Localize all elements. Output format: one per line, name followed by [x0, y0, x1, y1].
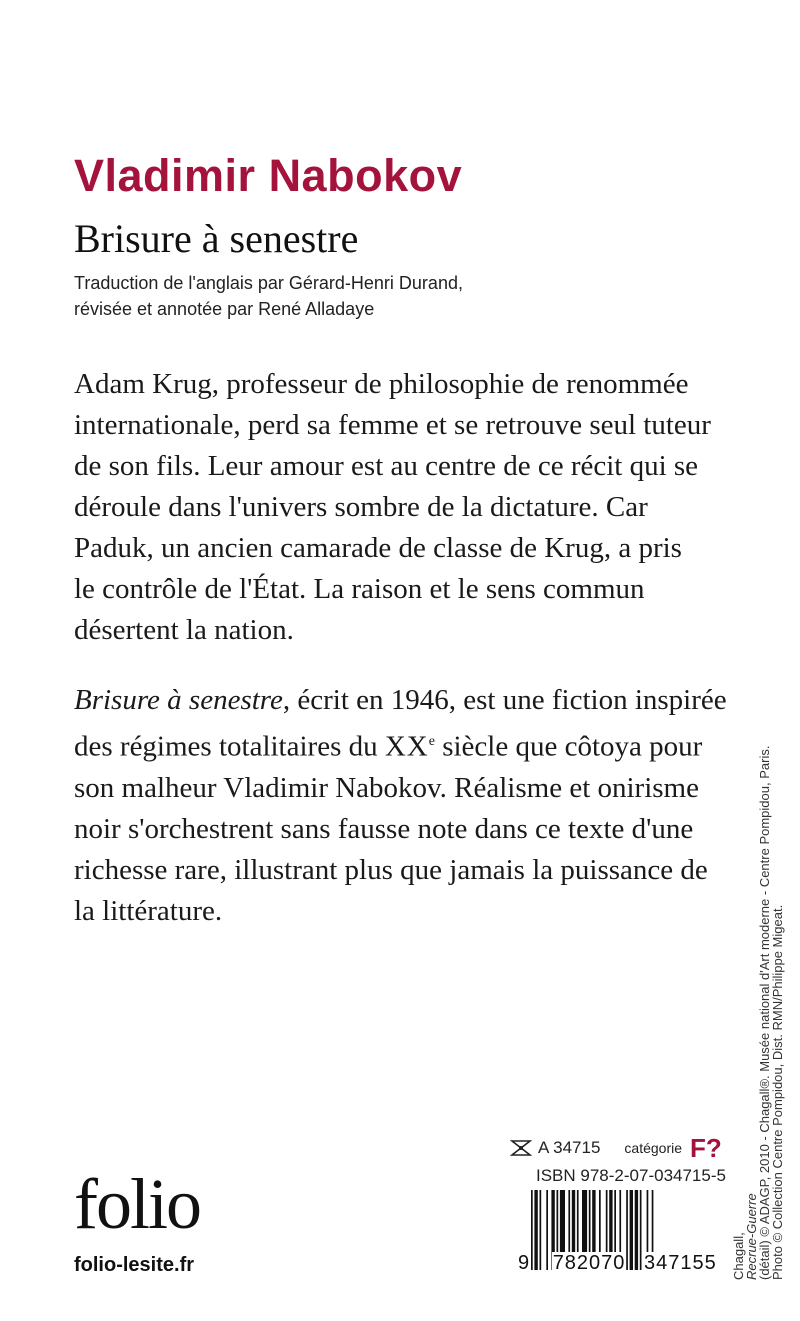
synopsis-text: des régimes totalitaires du: [74, 730, 385, 763]
catalog-code: A 34715: [538, 1138, 601, 1157]
translation-credits: [74, 270, 463, 322]
folio-logo: folio: [74, 1164, 200, 1244]
barcode-digits: [517, 1252, 718, 1275]
image-credits: [732, 746, 784, 1280]
barcode-digit-group: 9: [518, 1252, 531, 1274]
synopsis-line: de son fils. Leur amour est au centre de ce récit qui se: [74, 450, 699, 482]
synopsis-line: déroule dans l'univers sombre de la dictature. Car: [74, 491, 648, 523]
synopsis-line: la littérature.: [74, 894, 223, 927]
barcode-digit-group: 782070: [552, 1252, 626, 1274]
synopsis-line: désertent la nation.: [74, 614, 294, 646]
image-credit-text: (détail) © ADAGP, 2010 - Chagall®. Musée national d'Art moderne - Centre Pompidou, Paris.: [757, 745, 772, 1280]
translation-credit-line: révisée et annotée par René Alladaye: [74, 299, 375, 319]
category-value: F?: [690, 1132, 722, 1163]
catalog-row: [510, 1132, 722, 1163]
code-symbol-icon: [510, 1139, 532, 1157]
synopsis-line: internationale, perd sa femme et se retrouve seul tuteur: [74, 409, 711, 441]
translation-credit-line: Traduction de l'anglais par Gérard-Henri Durand,: [74, 273, 463, 293]
synopsis-paragraph-2: [74, 680, 727, 932]
artwork-title: Recrue-Guerre: [744, 1193, 759, 1280]
synopsis-text: siècle que côtoya pour: [434, 730, 703, 763]
synopsis-line: le contrôle de l'État. La raison et le sens commun: [74, 573, 645, 605]
synopsis-text: , écrit en 1946, est une fiction inspirée: [282, 684, 727, 716]
image-credit-line: [732, 746, 771, 1280]
book-title-italic: Brisure à senestre: [74, 684, 283, 716]
barcode-digit-group: 347155: [644, 1252, 717, 1274]
century-numeral: XX: [384, 730, 429, 763]
isbn: ISBN 978-2-07-034715-5: [536, 1166, 726, 1185]
synopsis-line: Paduk, un ancien camarade de classe de Krug, a pris: [74, 532, 682, 564]
synopsis-line: [74, 680, 727, 721]
century-suffix: e: [428, 734, 435, 749]
synopsis-line: [74, 721, 724, 768]
category-label: catégorie: [624, 1140, 682, 1156]
catalog-codes: [510, 1132, 722, 1163]
image-credit-text: Chagall,: [731, 1232, 746, 1280]
publisher-website: folio-lesite.fr: [74, 1254, 195, 1276]
synopsis-line: noir s'orchestrent sans fausse note dans ce texte d'une: [74, 812, 694, 845]
author-name: Vladimir Nabokov: [74, 150, 463, 201]
synopsis-line: son malheur Vladimir Nabokov. Réalisme et onirisme: [74, 771, 699, 804]
synopsis-paragraph-1: [74, 364, 724, 651]
image-credit-line: Photo © Collection Centre Pompidou, Dist. RMN/Philippe Migeat.: [770, 904, 785, 1280]
synopsis-line: Adam Krug, professeur de philosophie de renommée: [74, 368, 689, 400]
synopsis-line: richesse rare, illustrant plus que jamais la puissance de: [74, 853, 708, 886]
book-title: Brisure à senestre: [74, 216, 359, 261]
